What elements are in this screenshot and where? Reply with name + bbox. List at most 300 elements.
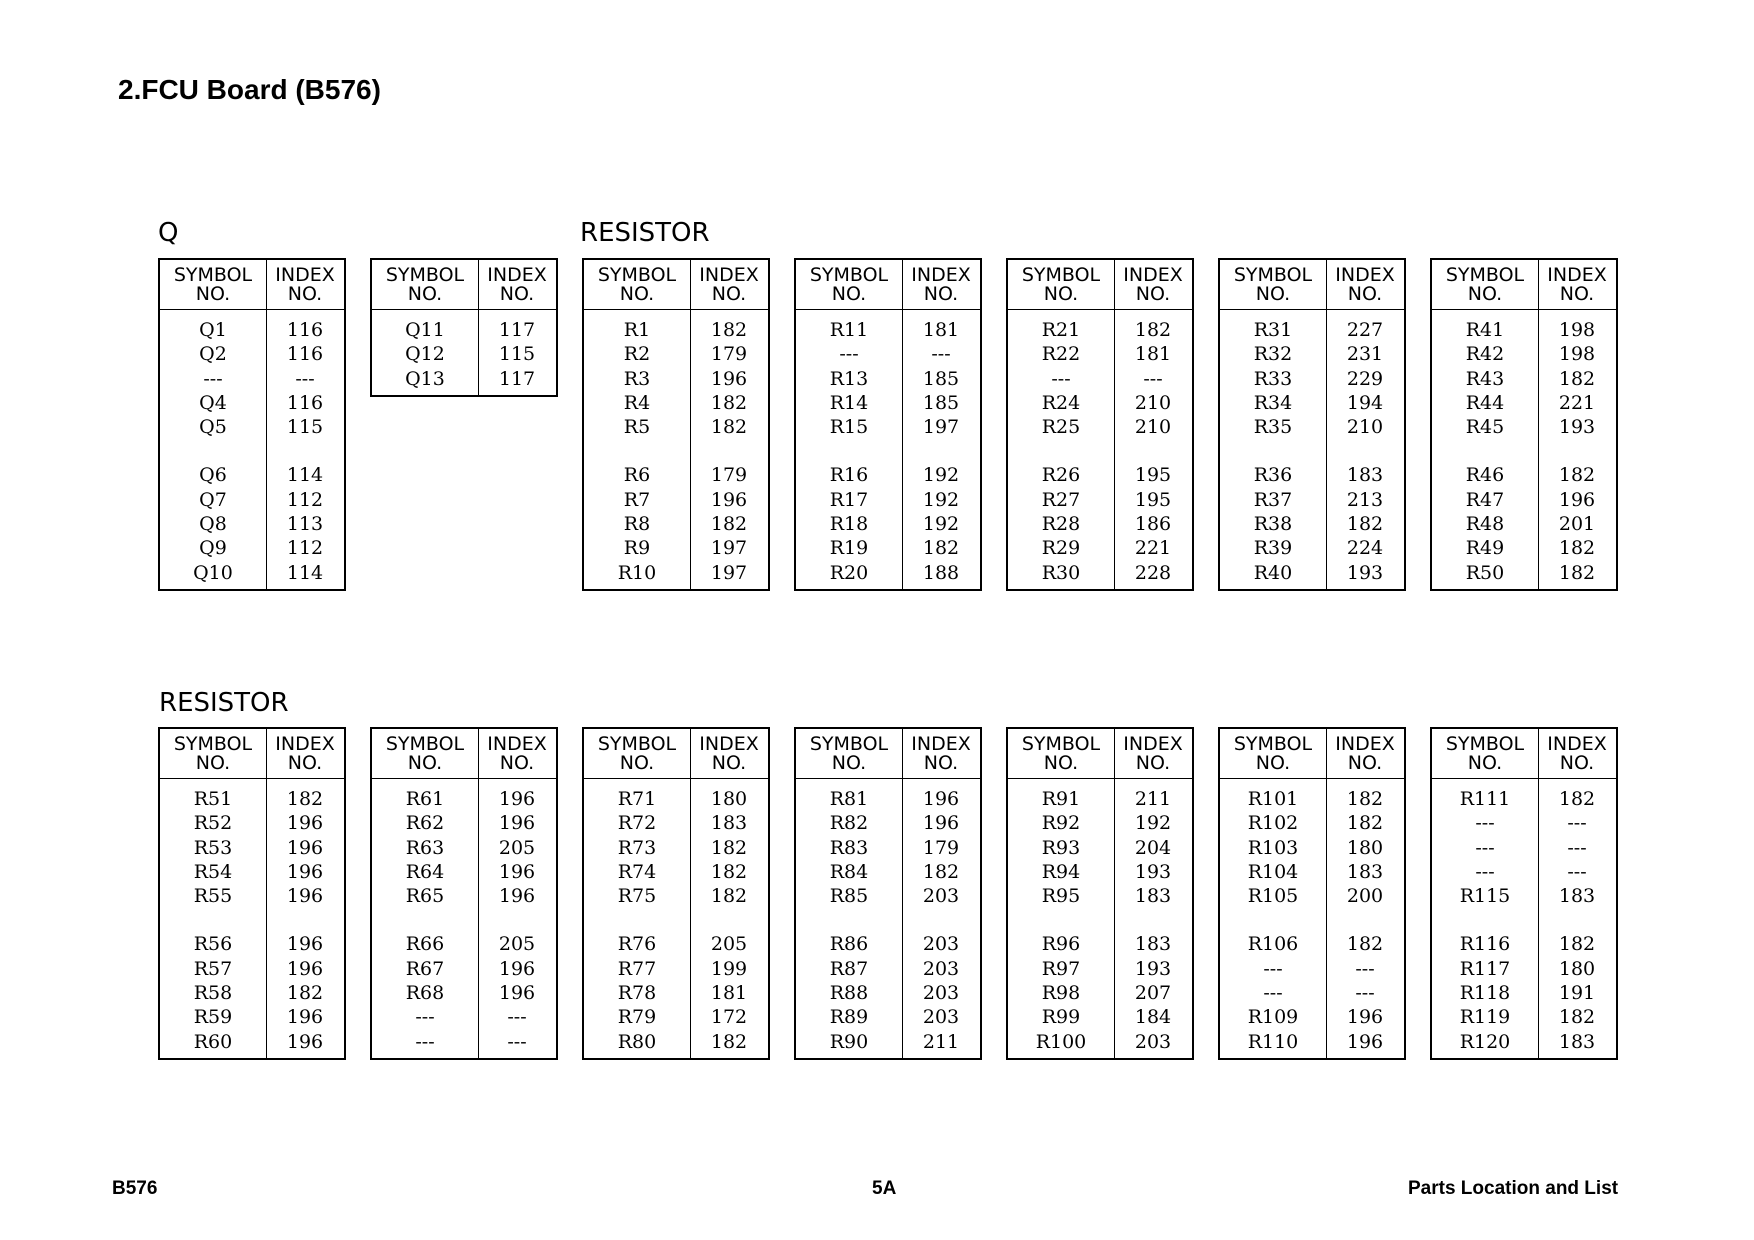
index-no: 197 <box>710 537 748 560</box>
symbol-no: R39 <box>1253 537 1293 560</box>
index-no: 116 <box>286 391 324 414</box>
table-row <box>372 860 556 884</box>
index-no: 196 <box>498 957 536 980</box>
symbol-no: R100 <box>1035 1030 1087 1053</box>
table-row <box>1008 981 1192 1005</box>
symbol-no: --- <box>1475 812 1495 835</box>
table-row <box>160 981 344 1005</box>
index-no: 196 <box>922 788 960 810</box>
symbol-no: R7 <box>623 488 651 511</box>
table-row <box>1220 836 1404 860</box>
table-row <box>1220 318 1404 342</box>
symbol-no: R65 <box>405 885 445 908</box>
symbol-no: --- <box>1475 836 1495 859</box>
index-no: 203 <box>922 982 960 1005</box>
table-row <box>160 415 344 439</box>
index-header <box>266 729 344 778</box>
table-body <box>1220 779 1404 1058</box>
table-row <box>796 787 980 811</box>
symbol-no: R31 <box>1253 319 1293 341</box>
index-no: 182 <box>1558 367 1596 390</box>
symbol-no: R54 <box>193 860 233 883</box>
index-no: 116 <box>286 319 324 341</box>
parts-table <box>158 258 346 591</box>
index-no: 182 <box>1134 319 1172 341</box>
symbol-no: R59 <box>193 1006 233 1029</box>
symbol-header-label: SYMBOL <box>1233 732 1313 755</box>
table-header <box>372 260 556 310</box>
table-row <box>796 463 980 487</box>
table-row <box>1220 342 1404 366</box>
index-no: 211 <box>1134 788 1172 810</box>
index-no: 229 <box>1346 367 1384 390</box>
symbol-header-no: NO. <box>1043 282 1079 305</box>
index-no: 196 <box>710 488 748 511</box>
table-row <box>584 1005 768 1029</box>
symbol-no: R118 <box>1459 982 1511 1005</box>
table-row <box>160 1005 344 1029</box>
table-body <box>1220 310 1404 589</box>
table-row <box>796 512 980 536</box>
symbol-no: R6 <box>623 464 651 487</box>
symbol-no: R78 <box>617 982 657 1005</box>
index-no: 182 <box>922 860 960 883</box>
symbol-no: R30 <box>1041 561 1081 584</box>
symbol-no: R22 <box>1041 343 1081 366</box>
index-header-label: INDEX <box>1335 263 1395 286</box>
symbol-no: Q7 <box>199 488 227 511</box>
index-no: 182 <box>1346 513 1384 536</box>
symbol-no: Q2 <box>199 343 227 366</box>
table-row <box>584 512 768 536</box>
column-divider <box>266 260 267 589</box>
column-divider <box>690 260 691 589</box>
symbol-no: R3 <box>623 367 651 390</box>
table-row <box>584 1030 768 1054</box>
table-row <box>1220 463 1404 487</box>
table-row <box>796 488 980 512</box>
symbol-header-label: SYMBOL <box>809 263 889 286</box>
symbol-header-no: NO. <box>1043 751 1079 774</box>
table-row <box>796 836 980 860</box>
index-no: 203 <box>922 957 960 980</box>
index-no: 192 <box>922 513 960 536</box>
symbol-no: R73 <box>617 836 657 859</box>
table-row <box>1220 884 1404 908</box>
index-no: 182 <box>710 513 748 536</box>
symbol-no: R28 <box>1041 513 1081 536</box>
column-divider <box>266 729 267 1058</box>
symbol-no: R97 <box>1041 957 1081 980</box>
index-no: 182 <box>710 391 748 414</box>
index-no: 192 <box>922 488 960 511</box>
symbol-no: Q5 <box>199 416 227 439</box>
symbol-no: R99 <box>1041 1006 1081 1029</box>
table-body <box>796 310 980 589</box>
index-no: 182 <box>1558 1006 1596 1029</box>
index-no: 183 <box>1346 860 1384 883</box>
index-no: 180 <box>1558 957 1596 980</box>
index-no: 185 <box>922 367 960 390</box>
index-no: 198 <box>1558 319 1596 341</box>
index-no: 203 <box>922 1006 960 1029</box>
index-no: 196 <box>1346 1030 1384 1053</box>
index-no: 203 <box>1134 1030 1172 1053</box>
symbol-header-no: NO. <box>195 751 231 774</box>
index-no: 193 <box>1346 561 1384 584</box>
index-no: 112 <box>286 488 324 511</box>
symbol-no: R111 <box>1459 788 1511 810</box>
symbol-no: R48 <box>1465 513 1505 536</box>
table-row <box>1008 836 1192 860</box>
symbol-header-no: NO. <box>619 282 655 305</box>
symbol-header-no: NO. <box>831 282 867 305</box>
symbol-no: Q13 <box>405 367 445 390</box>
footer-section-title: Parts Location and List <box>1408 1178 1619 1199</box>
table-header <box>160 260 344 310</box>
table-row <box>796 536 980 560</box>
index-no: 117 <box>498 367 536 390</box>
index-no: 201 <box>1558 513 1596 536</box>
index-no: 179 <box>710 464 748 487</box>
symbol-no: R88 <box>829 982 869 1005</box>
symbol-no: R1 <box>623 319 651 341</box>
index-no: 192 <box>1134 812 1172 835</box>
symbol-no: Q10 <box>193 561 233 584</box>
table-row <box>372 836 556 860</box>
symbol-no: R60 <box>193 1030 233 1053</box>
index-header <box>902 729 980 778</box>
table-body <box>1432 310 1616 589</box>
table-row <box>584 836 768 860</box>
index-no: 227 <box>1346 319 1384 341</box>
table-row <box>584 342 768 366</box>
symbol-no: R40 <box>1253 561 1293 584</box>
table-row <box>584 787 768 811</box>
index-no: 196 <box>498 885 536 908</box>
symbol-no: --- <box>1263 957 1283 980</box>
column-divider <box>478 729 479 1058</box>
table-header <box>584 260 768 310</box>
index-no: 183 <box>1558 1030 1596 1053</box>
table-row <box>796 957 980 981</box>
table-row <box>796 981 980 1005</box>
index-no: 182 <box>1558 788 1596 810</box>
table-body <box>1008 310 1192 589</box>
symbol-no: Q4 <box>199 391 227 414</box>
index-no: 186 <box>1134 513 1172 536</box>
parts-table <box>1006 727 1194 1060</box>
table-row <box>160 787 344 811</box>
table-row <box>1432 860 1616 884</box>
table-row <box>1220 932 1404 956</box>
index-no: 193 <box>1134 860 1172 883</box>
table-row <box>796 367 980 391</box>
symbol-header-label: SYMBOL <box>1021 732 1101 755</box>
index-header-no: NO. <box>1347 751 1383 774</box>
table-row <box>584 318 768 342</box>
table-row <box>1220 367 1404 391</box>
symbol-no: R96 <box>1041 933 1081 956</box>
index-no: 196 <box>1346 1006 1384 1029</box>
index-no: 221 <box>1134 537 1172 560</box>
symbol-no: R91 <box>1041 788 1081 810</box>
index-no: 116 <box>286 343 324 366</box>
index-header-label: INDEX <box>911 732 971 755</box>
symbol-header-label: SYMBOL <box>1021 263 1101 286</box>
index-no: 114 <box>286 464 324 487</box>
symbol-no: R82 <box>829 812 869 835</box>
index-no: --- <box>295 367 315 390</box>
index-no: 182 <box>710 885 748 908</box>
table-row <box>372 787 556 811</box>
index-no: 188 <box>922 561 960 584</box>
symbol-header <box>160 260 266 309</box>
index-no: 196 <box>286 812 324 835</box>
index-header-label: INDEX <box>487 263 547 286</box>
parts-table <box>1218 258 1406 591</box>
index-header-no: NO. <box>1347 282 1383 305</box>
index-header-no: NO. <box>1559 282 1595 305</box>
index-no: 191 <box>1558 982 1596 1005</box>
index-header-no: NO. <box>1135 282 1171 305</box>
symbol-no: R120 <box>1459 1030 1511 1053</box>
table-row <box>1220 488 1404 512</box>
table-row <box>160 860 344 884</box>
symbol-no: R89 <box>829 1006 869 1029</box>
parts-table <box>370 727 558 1060</box>
index-no: --- <box>1143 367 1163 390</box>
index-no: 182 <box>1346 788 1384 810</box>
table-body <box>584 779 768 1058</box>
table-row <box>1008 1030 1192 1054</box>
index-no: 195 <box>1134 464 1172 487</box>
table-row <box>372 367 556 391</box>
parts-table <box>582 258 770 591</box>
index-no: 196 <box>498 788 536 810</box>
index-header <box>1114 729 1192 778</box>
table-row <box>1008 488 1192 512</box>
section-label-resistor-bottom: RESISTOR <box>159 688 289 718</box>
symbol-no: R87 <box>829 957 869 980</box>
table-header <box>372 729 556 779</box>
index-no: 182 <box>710 836 748 859</box>
page-title: 2.FCU Board (B576) <box>118 74 381 105</box>
table-row <box>160 342 344 366</box>
table-row <box>1008 561 1192 585</box>
symbol-no: R85 <box>829 885 869 908</box>
column-divider <box>690 729 691 1058</box>
symbol-header-no: NO. <box>407 751 443 774</box>
table-row <box>1220 415 1404 439</box>
table-row <box>160 1030 344 1054</box>
symbol-header <box>796 260 902 309</box>
table-row <box>372 884 556 908</box>
index-no: 180 <box>1346 836 1384 859</box>
table-row <box>1008 367 1192 391</box>
table-row <box>372 318 556 342</box>
table-row <box>1432 981 1616 1005</box>
parts-table <box>794 258 982 591</box>
index-no: 196 <box>1558 488 1596 511</box>
symbol-no: R76 <box>617 933 657 956</box>
table-row <box>160 836 344 860</box>
table-row <box>796 860 980 884</box>
symbol-no: Q11 <box>405 319 445 341</box>
table-row <box>160 884 344 908</box>
index-no: --- <box>507 1030 527 1053</box>
table-row <box>372 811 556 835</box>
symbol-no: R24 <box>1041 391 1081 414</box>
table-row <box>372 957 556 981</box>
index-no: 193 <box>1134 957 1172 980</box>
index-no: 115 <box>498 343 536 366</box>
index-no: 182 <box>1558 464 1596 487</box>
symbol-no: --- <box>1475 860 1495 883</box>
symbol-header <box>1008 260 1114 309</box>
symbol-no: R44 <box>1465 391 1505 414</box>
table-row <box>1220 811 1404 835</box>
symbol-no: R80 <box>617 1030 657 1053</box>
column-divider <box>478 260 479 395</box>
index-no: 196 <box>286 1006 324 1029</box>
symbol-header-no: NO. <box>1467 282 1503 305</box>
symbol-no: R106 <box>1247 933 1299 956</box>
symbol-no: R119 <box>1459 1006 1511 1029</box>
symbol-no: R46 <box>1465 464 1505 487</box>
symbol-header <box>796 729 902 778</box>
table-header <box>584 729 768 779</box>
symbol-no: --- <box>415 1030 435 1053</box>
symbol-no: R90 <box>829 1030 869 1053</box>
symbol-no: --- <box>203 367 223 390</box>
symbol-no: R26 <box>1041 464 1081 487</box>
symbol-header-no: NO. <box>407 282 443 305</box>
index-no: 113 <box>286 513 324 536</box>
column-divider <box>902 729 903 1058</box>
index-header <box>1326 729 1404 778</box>
index-header <box>690 729 768 778</box>
table-row <box>160 536 344 560</box>
index-header <box>1538 729 1616 778</box>
table-row <box>584 884 768 908</box>
column-divider <box>1538 729 1539 1058</box>
index-header-no: NO. <box>499 282 535 305</box>
symbol-header-label: SYMBOL <box>173 732 253 755</box>
table-row <box>1432 318 1616 342</box>
table-row <box>584 561 768 585</box>
symbol-no: --- <box>839 343 859 366</box>
symbol-no: R110 <box>1247 1030 1299 1053</box>
symbol-no: R105 <box>1247 885 1299 908</box>
index-no: 185 <box>922 391 960 414</box>
index-no: --- <box>1567 812 1587 835</box>
parts-table <box>158 727 346 1060</box>
symbol-no: R27 <box>1041 488 1081 511</box>
symbol-header-no: NO. <box>195 282 231 305</box>
symbol-no: R21 <box>1041 319 1081 341</box>
symbol-no: R66 <box>405 933 445 956</box>
symbol-no: R75 <box>617 885 657 908</box>
index-no: 196 <box>286 860 324 883</box>
symbol-no: Q8 <box>199 513 227 536</box>
table-row <box>796 1030 980 1054</box>
index-header-label: INDEX <box>911 263 971 286</box>
index-header-label: INDEX <box>699 732 759 755</box>
symbol-no: R109 <box>1247 1006 1299 1029</box>
table-row <box>584 415 768 439</box>
column-divider <box>1538 260 1539 589</box>
table-row <box>1432 415 1616 439</box>
index-no: 210 <box>1134 416 1172 439</box>
index-no: 179 <box>710 343 748 366</box>
symbol-no: R56 <box>193 933 233 956</box>
symbol-no: R74 <box>617 860 657 883</box>
symbol-no: R17 <box>829 488 869 511</box>
table-row <box>796 391 980 415</box>
symbol-no: R43 <box>1465 367 1505 390</box>
symbol-no: Q6 <box>199 464 227 487</box>
index-header-label: INDEX <box>1335 732 1395 755</box>
symbol-header <box>372 729 478 778</box>
symbol-no: R81 <box>829 788 869 810</box>
index-no: 196 <box>498 982 536 1005</box>
footer-page-number: 5A <box>872 1178 897 1199</box>
symbol-no: R79 <box>617 1006 657 1029</box>
table-row <box>1432 342 1616 366</box>
symbol-no: R68 <box>405 982 445 1005</box>
index-header-label: INDEX <box>1123 263 1183 286</box>
symbol-header-no: NO. <box>619 751 655 774</box>
table-row <box>584 488 768 512</box>
table-row <box>372 1005 556 1029</box>
index-header <box>478 260 556 309</box>
index-header <box>690 260 768 309</box>
symbol-no: R14 <box>829 391 869 414</box>
symbol-header-label: SYMBOL <box>809 732 889 755</box>
index-no: 192 <box>922 464 960 487</box>
footer-model: B576 <box>112 1178 158 1199</box>
index-header-no: NO. <box>923 282 959 305</box>
symbol-no: R29 <box>1041 537 1081 560</box>
column-divider <box>1114 729 1115 1058</box>
table-row <box>584 811 768 835</box>
index-header-label: INDEX <box>1123 732 1183 755</box>
symbol-header <box>584 729 690 778</box>
table-row <box>584 860 768 884</box>
table-row <box>160 391 344 415</box>
symbol-no: R84 <box>829 860 869 883</box>
table-row <box>1432 536 1616 560</box>
index-no: --- <box>1355 957 1375 980</box>
index-no: 183 <box>1134 885 1172 908</box>
table-row <box>1008 884 1192 908</box>
symbol-no: R103 <box>1247 836 1299 859</box>
table-row <box>796 561 980 585</box>
table-row <box>796 1005 980 1029</box>
index-no: 183 <box>1134 933 1172 956</box>
index-no: 179 <box>922 836 960 859</box>
index-no: 194 <box>1346 391 1384 414</box>
symbol-no: R38 <box>1253 513 1293 536</box>
symbol-no: R83 <box>829 836 869 859</box>
table-row <box>372 932 556 956</box>
table-row <box>1220 957 1404 981</box>
index-no: 196 <box>922 812 960 835</box>
table-body <box>372 779 556 1058</box>
index-no: 193 <box>1558 416 1596 439</box>
symbol-header-label: SYMBOL <box>173 263 253 286</box>
